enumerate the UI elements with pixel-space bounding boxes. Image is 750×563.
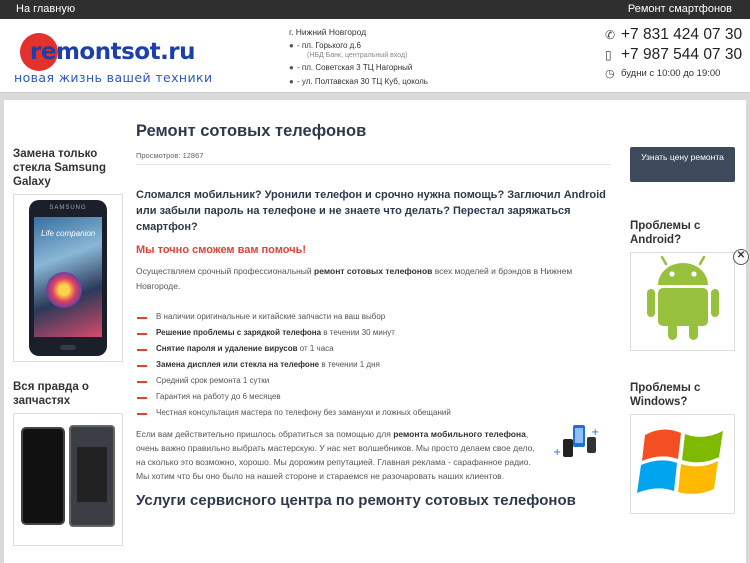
samsung-galaxy-image xyxy=(17,198,119,358)
svg-text:+: + xyxy=(553,447,562,458)
working-hours xyxy=(605,68,735,79)
smartphone-repair-link[interactable]: Ремонт смартфонов xyxy=(627,3,732,15)
sidebar-title-parts[interactable]: Вся правда о запчастях xyxy=(13,381,89,407)
android-banner[interactable] xyxy=(630,252,735,351)
windows-banner[interactable] xyxy=(630,414,735,514)
parts-banner[interactable] xyxy=(13,413,123,546)
android-robot-icon xyxy=(631,253,736,345)
list-item: Решение проблемы с зарядкой телефона в течении 30 минут xyxy=(136,325,611,341)
phone-mobile[interactable] xyxy=(605,45,743,65)
contacts-block xyxy=(605,25,743,80)
hours-text: будни с 10:00 до 19:00 xyxy=(621,68,721,79)
logo-tagline: новая жизнь вашей техники xyxy=(14,70,213,85)
mobile-icon: ▯ xyxy=(605,48,612,62)
phone-number: +7 987 544 07 30 xyxy=(621,46,743,63)
sidebar-title-glass[interactable]: Замена только стекла Samsung Galaxy xyxy=(13,148,106,188)
service-description: Осуществляем срочный профессиональный ремонт сотовых телефонов всех моделей и брэндов в Нижнем Новгороде. xyxy=(136,266,573,291)
site-logo[interactable] xyxy=(14,26,214,88)
right-sidebar xyxy=(630,147,736,514)
view-counter: Просмотров: 12867 xyxy=(136,151,611,165)
lead-paragraph: Сломался мобильник? Уронили телефон и срочно нужна помощь? Заглючил Android или забыли пароль на телефоне и не знаете что делать? Перестал заряжаться смартфон? xyxy=(136,189,606,233)
phone-screen-text: Life companion xyxy=(41,229,96,238)
promise-text: Мы точно сможем вам помочь! xyxy=(136,244,307,256)
map-pin-icon: ● xyxy=(289,63,294,72)
list-item: Снятие пароля и удаление вирусов от 1 часа xyxy=(136,341,611,357)
main-content xyxy=(4,100,746,563)
address-text: - пл. Горького д.6 xyxy=(297,41,361,50)
workshop-paragraph: Если вам действительно пришлось обратиться за помощью для ремонта мобильного телефона, очень важно правильно выбрать мастерскую. У нас нет волшебников. Мы просто делаем свое дело, на сколько это возможно, хорошо. Мы дорожим репутацией. Главная реклама - сарафанное радио. Мы хотим что бы оно было на нашей стороне и стараемся не разочаровать наших клиентов. xyxy=(136,429,535,481)
close-icon[interactable]: ✕ xyxy=(733,249,749,265)
phone-icon: ✆ xyxy=(605,28,616,42)
clock-icon: ◷ xyxy=(605,68,615,80)
address-item xyxy=(289,62,428,74)
display-module-image xyxy=(17,417,119,542)
article xyxy=(136,122,611,509)
list-item: Замена дисплея или стекла на телефоне в течении 1 дня xyxy=(136,357,611,373)
address-note: (НБД Банк, центральный вход) xyxy=(307,52,408,59)
windows-problems-title[interactable]: Проблемы с Windows? xyxy=(630,382,701,408)
left-sidebar xyxy=(13,147,123,546)
address-item xyxy=(289,40,428,52)
android-problems-title[interactable]: Проблемы с Android? xyxy=(630,220,701,246)
home-link[interactable]: На главную xyxy=(16,3,76,15)
page-title: Ремонт сотовых телефонов xyxy=(136,122,367,140)
services-heading: Услуги сервисного центра по ремонту сотовых телефонов xyxy=(136,492,576,509)
windows-logo-icon xyxy=(631,415,736,508)
get-price-button[interactable]: Узнать цену ремонта xyxy=(630,147,735,182)
list-item: Средний срок ремонта 1 сутки xyxy=(136,373,611,389)
features-list xyxy=(136,309,611,421)
phone-brand-label: SAMSUNG xyxy=(49,205,87,211)
map-pin-icon: ● xyxy=(289,41,294,50)
list-item: Честная консультация мастера по телефону без заманухи и ложных обещаний xyxy=(136,405,611,421)
phone-landline[interactable] xyxy=(605,25,743,45)
city-label: г. Нижний Новгород xyxy=(289,27,367,37)
glass-replacement-banner[interactable] xyxy=(13,194,123,362)
site-header xyxy=(0,19,750,93)
list-item: В наличии оригинальные и китайские запчасти на ваш выбор xyxy=(136,309,611,325)
phone-number: +7 831 424 07 30 xyxy=(621,26,743,43)
top-bar xyxy=(0,0,750,19)
logo-text: remontsot.ru xyxy=(30,39,196,65)
phone-repair-icon xyxy=(551,423,603,461)
address-text: - пл. Советская 3 ТЦ Нагорный xyxy=(297,63,413,72)
list-item: Гарантия на работу до 6 месяцев xyxy=(136,389,611,405)
svg-text:+: + xyxy=(591,427,600,438)
map-pin-icon: ● xyxy=(289,77,294,86)
address-item xyxy=(289,76,428,88)
address-text: - ул. Полтавская 30 ТЦ Куб, цоколь xyxy=(297,77,428,86)
address-block xyxy=(289,26,428,88)
